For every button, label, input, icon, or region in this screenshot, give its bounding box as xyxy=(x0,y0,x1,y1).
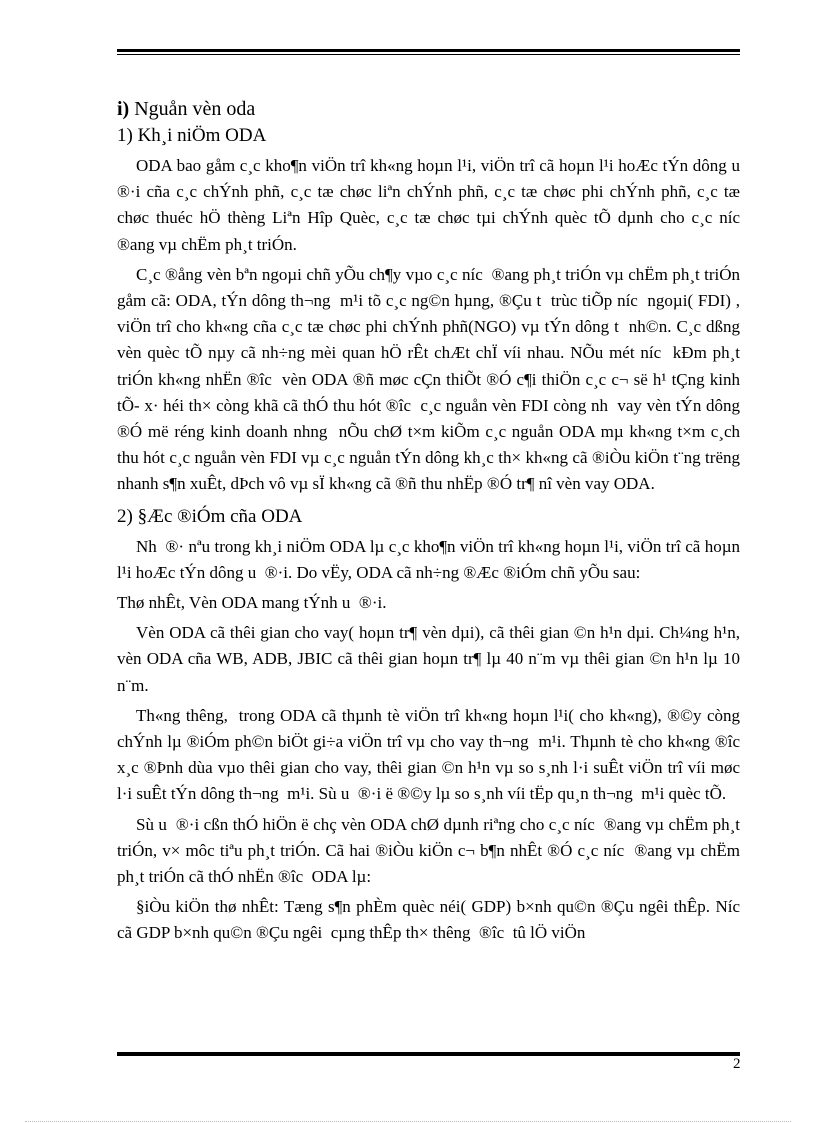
section-2-heading: 2) §Æc ®iÓm cña ODA xyxy=(117,505,303,527)
page-number: 2 xyxy=(733,1056,741,1072)
paragraph-loan-terms: Vèn ODA cã thêi gian cho vay( hoµn tr¶ vèn dµi), cã thêi gian ©n h¹n dµi. Ch¼ng h¹n, vèn ODA cña WB, ADB, JBIC cã thêi gian hoµn tr¶ lµ 40 n¨m vµ thêi gian ©n h¹n lµ 10 n¨m. xyxy=(117,623,745,695)
section-1-heading: 1) Kh¸i niÖm ODA xyxy=(117,125,267,146)
paragraph-first-condition: §iÒu kiÖn thø nhÊt: Tæng s¶n phÈm quèc néi( GDP) b×nh qu©n ®Çu ngêi thÊp. Níc cã GDP b×nh qu©n ®Çu ngêi cµng thÊp th× thêng ®îc tû lÖ viÖn xyxy=(117,897,749,943)
paragraph-preference: Sù u ®·i cßn thÓ hiÖn ë chç vèn ODA chØ dµnh riªng cho c¸c níc ®ang vµ chËm ph¸t triÓn, v× môc tiªu ph¸t triÓn. Cã hai ®iÒu kiÖn c¬ b¶n nhÊt ®Ó c¸c níc ®ang vµ chËm ph¸t triÓn cã thÓ nhËn ®îc ODA lµ: xyxy=(117,814,745,887)
main-heading-title: Nguån vèn oda xyxy=(129,98,256,120)
footer-rule xyxy=(117,1050,740,1056)
paragraph-oda-definition: ODA bao gåm c¸c kho¶n viÖn trî kh«ng hoµn l¹i, viÖn trî cã hoµn l¹i hoÆc tÝn dông u ®·i cña c¸c chÝnh phñ, c¸c tæ chøc liªn chÝnh phñ, c¸c tæ chøc phi chÝnh phñ, c¸c tæ chøc thuéc hÖ thèng Liªn Hîp Quèc, c¸c tæ chøc tµi chÝnh quèc tÕ dµnh cho c¸c níc ®ang vµ chËm ph¸t triÓn. xyxy=(117,156,749,254)
main-heading-number: i) xyxy=(117,98,130,120)
page-edge-divider xyxy=(25,1121,791,1122)
header-rule xyxy=(117,49,740,55)
paragraph-grant-element: Th«ng thêng, trong ODA cã thµnh tè viÖn trî kh«ng hoµn l¹i( cho kh«ng), ®©y còng chÝnh lµ ®iÓm ph©n biÖt gi÷a viÖn trî vµ cho vay th¬ng m¹i. Thµnh tè cho kh«ng ®îc x¸c ®Þnh dùa vµo thêi gian cho vay, thêi gian ©n h¹n vµ so s¸nh l·i suÊt viÖn trî víi møc l·i suÊt tÝn dông th¬ng m¹i. Sù u ®·i ë ®©y lµ so s¸nh víi tËp qu¸n th¬ng m¹i quèc tÕ. xyxy=(117,705,749,804)
document-body xyxy=(117,96,749,951)
main-heading xyxy=(117,96,740,123)
paragraph-features-intro: Nh ®· nªu trong kh¸i niÖm ODA lµ c¸c kho¶n viÖn trî kh«ng hoµn l¹i, viÖn trî cã hoµn l¹i hoÆc tÝn dông u ®·i. Do vËy, ODA cã nh÷ng ®Æc ®iÓm chñ yÕu sau: xyxy=(117,536,745,582)
paragraph-capital-flows: C¸c ®ång vèn bªn ngoµi chñ yÕu ch¶y vµo c¸c níc ®ang ph¸t triÓn vµ chËm ph¸t triÓn gåm cã: ODA, tÝn dông th¬ng m¹i tõ c¸c ng©n hµng, ®Çu t trùc tiÕp níc ngoµi( FDI) , viÖn trî cho kh«ng cña c¸c tæ chøc phi chÝnh phñ(NGO) vµ tÝn dông t nh©n. C¸c dßng vèn quèc tÕ nµy cã nh÷ng mèi quan hÖ rÊt chÆt chÏ víi nhau. NÕu mét níc kÐm ph¸t triÓn kh«ng nhËn ®îc vèn ODA ®ñ møc cÇn thiÕt ®Ó c¶i thiÖn c¸c c¬ së h¹ tÇng kinh tÕ- x· héi th× còng khã cã thÓ thu hót ®îc c¸c nguån vèn FDI còng nh vay vèn tÝn dông ®Ó më réng kinh doanh nhng nÕu chØ t×m kiÕm c¸c nguån ODA mµ kh«ng t×m c¸ch thu hót c¸c nguån vèn FDI vµ c¸c nguån tÝn dông kh¸c th× kh«ng cã ®iÒu kiÖn t¨ng trëng nhanh s¶n xuÊt, dÞch vô vµ sÏ kh«ng cã ®ñ thu nhËp ®Ó tr¶ nî vèn vay ODA. xyxy=(117,264,749,494)
paragraph-first-feature: Thø nhÊt, Vèn ODA mang tÝnh u ®·i. xyxy=(117,593,387,613)
